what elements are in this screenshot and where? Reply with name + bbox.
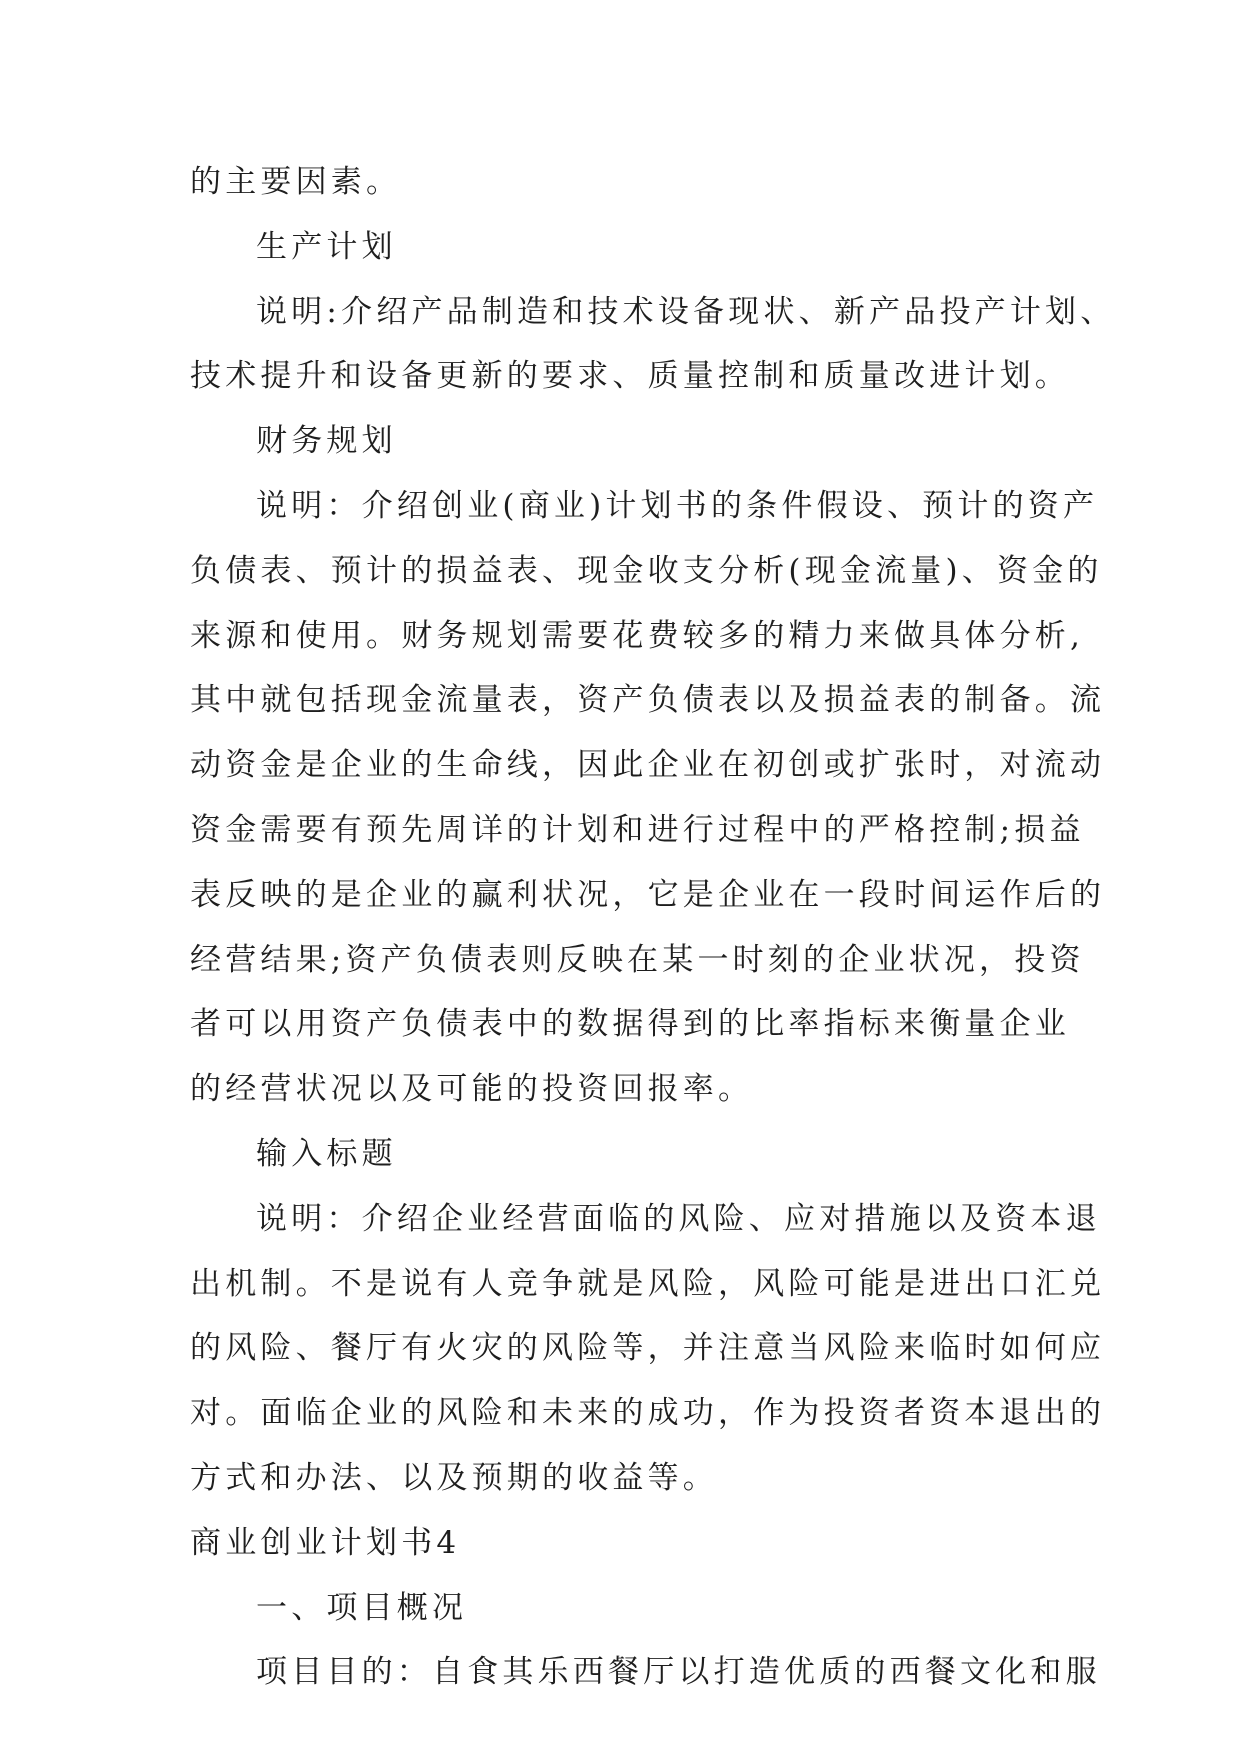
- text-line: 负债表、预计的损益表、现金收支分析(现金流量)、资金的: [190, 552, 1103, 589]
- text-line: 资金需要有预先周详的计划和进行过程中的严格控制;损益: [190, 811, 1085, 848]
- section-heading: 财务规划: [256, 423, 397, 460]
- text-line: 方式和办法、以及预期的收益等。: [190, 1459, 718, 1496]
- text-line: 对。面临企业的风险和未来的成功，作为投资者资本退出的: [190, 1395, 1106, 1432]
- text-line: 表反映的是企业的赢利状况，它是企业在一段时间运作后的: [190, 876, 1106, 913]
- text-line: 来源和使用。财务规划需要花费较多的精力来做具体分析,: [190, 617, 1085, 654]
- text-line: 说明：介绍创业(商业)计划书的条件假设、预计的资产: [256, 487, 1099, 524]
- section-heading: 一、项目概况: [256, 1589, 468, 1626]
- text-line: 说明:介绍产品制造和技术设备现状、新产品投产计划、: [256, 293, 1116, 330]
- text-line: 的经营状况以及可能的投资回报率。: [190, 1071, 754, 1108]
- text-line: 说明：介绍企业经营面临的风险、应对措施以及资本退: [256, 1200, 1101, 1237]
- section-heading: 输入标题: [256, 1135, 397, 1172]
- text-line: 经营结果;资产负债表则反映在某一时刻的企业状况，投资: [190, 941, 1085, 978]
- text-line: 者可以用资产负债表中的数据得到的比率指标来衡量企业: [190, 1006, 1070, 1043]
- text-line: 技术提升和设备更新的要求、质量控制和质量改进计划。: [190, 358, 1070, 395]
- document-title: 商业创业计划书4: [190, 1524, 461, 1561]
- text-line: 其中就包括现金流量表，资产负债表以及损益表的制备。流: [190, 682, 1106, 719]
- text-line: 的主要因素。: [190, 164, 402, 200]
- text-line: 的风险、餐厅有火灾的风险等，并注意当风险来临时如何应: [190, 1330, 1106, 1367]
- section-heading: 生产计划: [256, 228, 397, 265]
- text-line: 出机制。不是说有人竞争就是风险，风险可能是进出口汇兑: [190, 1265, 1106, 1302]
- document-body: [190, 150, 1116, 1705]
- text-line: 动资金是企业的生命线，因此企业在初创或扩张时，对流动: [190, 747, 1106, 784]
- text-line: 项目目的：自食其乐西餐厅以打造优质的西餐文化和服: [256, 1654, 1101, 1691]
